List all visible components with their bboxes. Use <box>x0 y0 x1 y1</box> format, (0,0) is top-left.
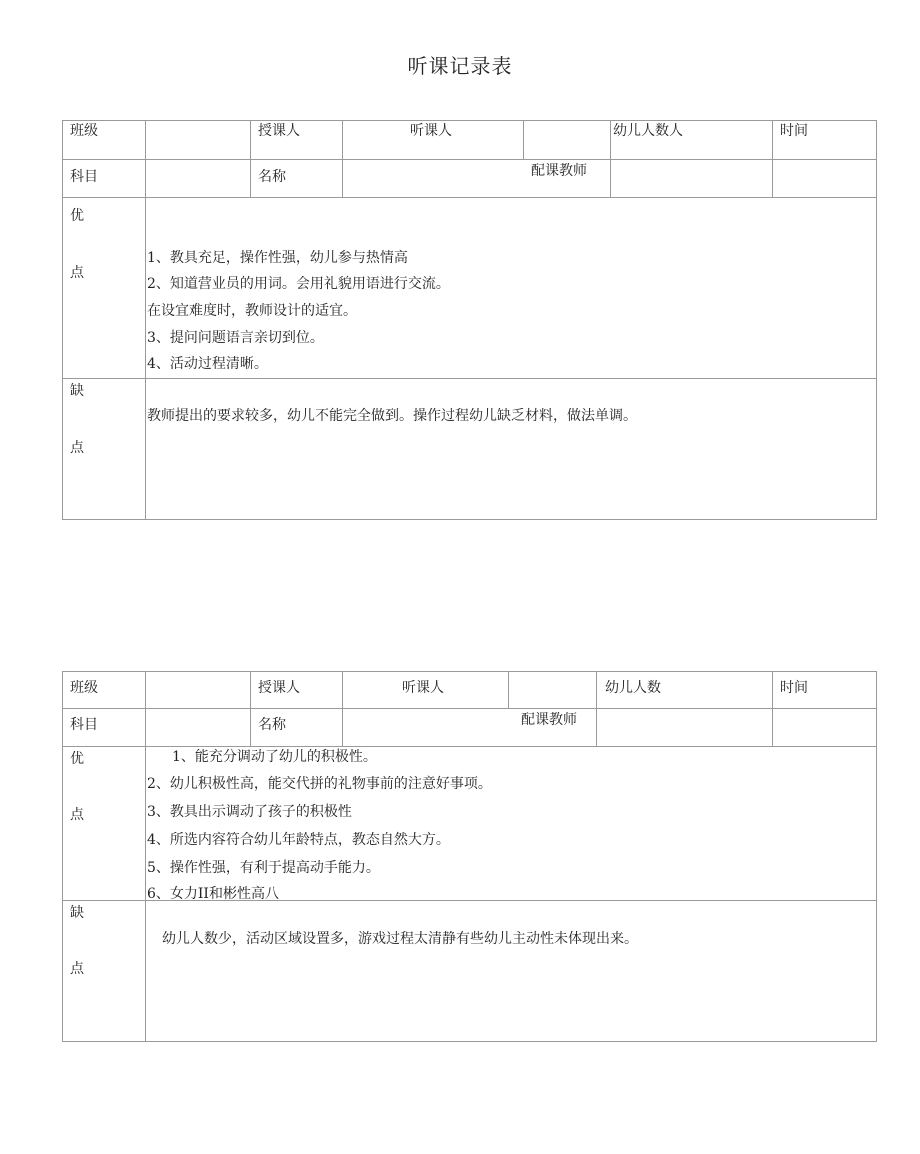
table-border <box>62 671 63 1042</box>
assistant-label: 配课教师 <box>521 712 577 728</box>
table-border <box>62 671 877 672</box>
cons-text: 幼儿人数少，活动区域设置多，游戏过程太清静有些幼儿主动性未体现出来。 <box>162 931 638 947</box>
cons-label-bottom: 点 <box>70 440 84 456</box>
table-divider <box>342 671 343 747</box>
pros-item: 3、提问问题语言亲切到位。 <box>147 330 324 346</box>
table-divider <box>610 120 611 198</box>
pros-label-bottom: 点 <box>70 807 84 823</box>
pros-item: 4、所选内容符合幼儿年龄特点，教态自然大方。 <box>147 832 450 848</box>
table-divider <box>523 120 524 160</box>
pros-item: 5、操作性强，有利于提高动手能力。 <box>147 860 380 876</box>
table-divider <box>250 120 251 198</box>
table-divider <box>508 671 509 709</box>
children-count-label: 幼儿人数人 <box>613 123 683 139</box>
table-border <box>62 120 63 520</box>
pros-item: 2、幼儿积极性高，能交代拼的礼物事前的注意好事项。 <box>147 776 492 792</box>
table-divider <box>62 378 877 379</box>
name-label: 名称 <box>258 169 286 185</box>
pros-label-bottom: 点 <box>70 265 84 281</box>
name-label: 名称 <box>258 717 286 733</box>
time-label: 时间 <box>780 680 808 696</box>
table-divider <box>145 671 146 1042</box>
pros-item: 在设宜难度时，教师设计的适宜。 <box>147 303 357 319</box>
table-divider <box>772 120 773 198</box>
children-count-label: 幼儿人数 <box>605 680 661 696</box>
cons-label-top: 缺 <box>70 905 84 921</box>
teacher-label: 授课人 <box>258 123 300 139</box>
table-divider <box>596 671 597 747</box>
table-border <box>62 120 877 121</box>
subject-label: 科目 <box>70 169 98 185</box>
table-border <box>62 519 877 520</box>
pros-item: 1、教具充足，操作性强，幼儿参与热情高 <box>147 250 408 266</box>
table-divider <box>62 197 877 198</box>
cons-label-bottom: 点 <box>70 961 84 977</box>
subject-label: 科目 <box>70 717 98 733</box>
pros-item: 2、知道营业员的用词。会用礼貌用语进行交流。 <box>147 276 450 292</box>
time-label: 时间 <box>780 123 808 139</box>
table-divider <box>772 671 773 747</box>
page-title: 听课记录表 <box>407 54 513 78</box>
table-border <box>876 120 877 520</box>
teacher-label: 授课人 <box>258 680 300 696</box>
table-border <box>876 671 877 1042</box>
table-divider <box>62 746 877 747</box>
class-label: 班级 <box>70 123 98 139</box>
pros-label-top: 优 <box>70 208 84 224</box>
table-divider <box>250 671 251 747</box>
table-divider <box>62 159 877 160</box>
pros-item: 4、活动过程清晰。 <box>147 356 268 372</box>
assistant-label: 配课教师 <box>531 163 587 179</box>
table-divider <box>62 708 877 709</box>
table-border <box>62 1041 877 1042</box>
pros-item: 1、能充分调动了幼儿的积极性。 <box>172 749 377 765</box>
cons-text: 教师提出的要求较多，幼儿不能完全做到。操作过程幼儿缺乏材料，做法单调。 <box>147 408 637 424</box>
class-label: 班级 <box>70 680 98 696</box>
pros-item: 3、教具出示调动了孩子的积极性 <box>147 804 352 820</box>
cons-label-top: 缺 <box>70 383 84 399</box>
observer-label: 听课人 <box>402 680 444 696</box>
table-divider <box>342 120 343 198</box>
pros-label-top: 优 <box>70 751 84 767</box>
pros-item: 6、女力II和彬性高八 <box>147 886 279 902</box>
table-divider <box>145 120 146 520</box>
observer-label: 听课人 <box>410 123 452 139</box>
